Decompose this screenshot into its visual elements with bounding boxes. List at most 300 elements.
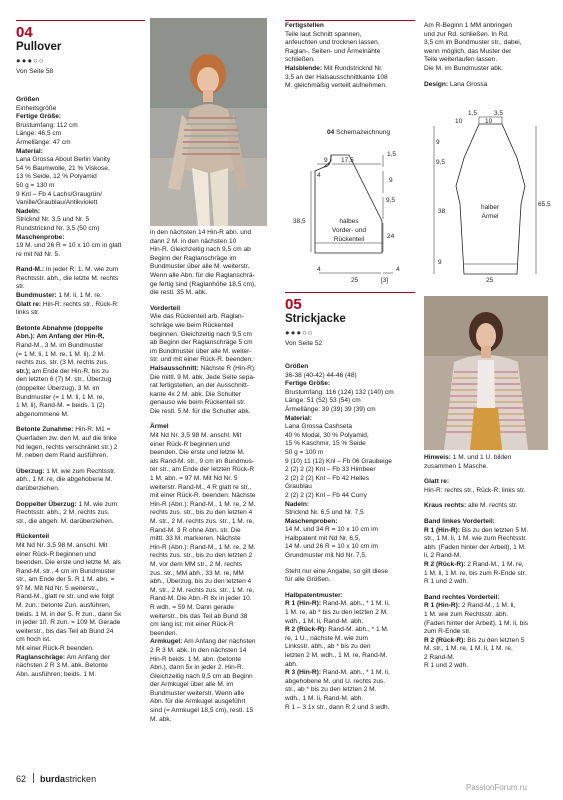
text-line: beenden. Die erste und letzte M.	[150, 449, 245, 457]
text-line: Abn. ausführen; beids. 1 M.	[16, 670, 97, 678]
text-line: 36-38 (40-42) 44-46 (48)	[285, 371, 357, 379]
bold-term: Hinweis:	[424, 454, 451, 461]
bold-term: Abn.): Am Anfang der Hin-R,	[16, 333, 105, 341]
text-line	[150, 423, 270, 432]
term-text: Mit Rundstricknd Nr.	[322, 64, 383, 72]
text-line	[16, 654, 148, 663]
bold-term: R 2 (Rück-R):	[424, 636, 466, 644]
dim-4-left: 4	[317, 266, 321, 273]
bold-term: R 1 (Hin-R):	[285, 600, 322, 608]
text-line	[285, 501, 420, 510]
text-line: schließen.	[285, 56, 315, 64]
text-line	[16, 426, 148, 435]
text-line: Teile laut Schnitt spannen,	[285, 30, 362, 38]
pattern-title-05: Strickjacke	[285, 313, 346, 325]
text-line: sind (= Armkugel 18,5 cm), restl. 15	[150, 707, 254, 715]
text-line	[424, 594, 558, 603]
sleeve-dim-9-5: 9,5	[436, 159, 446, 166]
text-line: Die mittl. 9 M. abk. Jede Seite sepa-	[150, 373, 256, 381]
text-line: 1 M. li), Rand-M. = beids. 1 (2)	[16, 402, 105, 410]
bold-heading: Größen	[16, 96, 40, 103]
text-line: Vanille/Graublau/Antikviolett	[16, 199, 98, 207]
text-line	[424, 561, 558, 570]
text-line	[150, 305, 270, 314]
bold-heading: Vorderteil	[150, 304, 181, 312]
pattern-number: 04	[16, 24, 33, 41]
text-line: Rechtsstr. abh., die letzte M. rechts	[16, 274, 119, 282]
bold-term: Kraus rechts:	[424, 502, 467, 510]
text-line: 9 (10) 11 (12) Knl – Fb 06 Graubeige	[285, 457, 392, 465]
text-line: 2 (2) 2 (2) Knl – Fb 44 Curry	[285, 491, 367, 499]
text-line: abh. (Faden hinter der Arbeit), 1 M.	[424, 543, 526, 551]
text-line: 3,5 cm im Bundmuster str., dabei,	[424, 39, 522, 47]
text-line: cm lang ist; mit einer Rück-R	[150, 621, 234, 629]
text-line: 2 (2) 2 (2) Knl – Fb 42 Helles	[285, 474, 370, 482]
text-line: weiterstr. Rand-M., 4 R glatt re str.,	[150, 483, 252, 491]
text-line	[424, 602, 558, 611]
text-line: R 1 und 2 wdh.	[424, 578, 469, 586]
bold-heading: Band rechtes Vorderteil:	[424, 593, 500, 601]
text-line: beginnen. Gleichzeitig nach 9,5 cm	[150, 330, 252, 338]
bold-term: Überzug:	[16, 467, 45, 475]
bold-heading: Glatt re:	[424, 478, 450, 486]
text-line: Halbpatent mit Nd Nr. 6,5,	[285, 534, 361, 542]
spacer	[16, 259, 148, 266]
text-line: 14 M. und 34 R = 10 x 10 cm im	[285, 526, 378, 534]
text-line: str. und mit einer Rück-R. beenden.	[150, 356, 253, 364]
schema-caption	[327, 129, 390, 138]
text-line: Länge: 51 (52) 53 (54) cm	[285, 397, 361, 405]
sleeve-dim-9: 9	[436, 139, 440, 146]
spacer	[285, 585, 420, 592]
text-line: zum R-Ende str.	[424, 628, 471, 636]
pattern-number-05: 05	[285, 296, 302, 313]
text-line: beenden.	[150, 629, 178, 637]
sleeve-dim-25: 25	[486, 277, 494, 284]
bold-term: Design:	[424, 80, 449, 88]
term-text: Rand-M. abh., * 1 M. li,	[321, 600, 390, 608]
term-text: 2 Rand-M., 1 M. re,	[465, 560, 524, 568]
text-line	[150, 638, 270, 647]
text-line	[285, 518, 420, 527]
spacer	[424, 587, 558, 594]
text-line: Am R-Beginn 1 MM anbringen	[424, 22, 513, 29]
term-text: Hin-R: M1 =	[73, 426, 111, 434]
text-line: Rundstricknd Nr. 3,5 (50 cm)	[16, 224, 100, 232]
text-line: re, 1 U., nächste M. wie zum	[285, 634, 368, 642]
bold-heading: Nadeln:	[285, 500, 310, 508]
text-line: Die restl. 5 M. für die Schulter abk.	[150, 407, 251, 415]
instructions-column-3	[285, 22, 417, 91]
spacer	[16, 419, 148, 426]
term-text: Rand-M. abh., * 1 M. li,	[321, 669, 390, 677]
bold-term: Halsblende:	[285, 64, 323, 72]
bold-term: R 1 (Hin-R):	[424, 526, 461, 534]
text-line: 50 g = 100 m	[285, 448, 324, 456]
text-line: Lana Grossa Cashseta	[285, 423, 352, 431]
text-line: der Armkugel über alle M. im	[150, 681, 234, 689]
instructions-column-4	[424, 22, 554, 89]
text-line: Bundmuster über alle M. weiterstr.	[150, 263, 250, 271]
footer	[16, 773, 96, 784]
page-reference: Von Seite 58	[16, 68, 54, 75]
sleeve-dim-10b: 10	[485, 118, 493, 125]
text-line: (doppelter Überzug), 3 M. im	[16, 385, 100, 392]
text-line: str., ab * bis zu den letzten 2 M.	[285, 686, 377, 694]
piece-label-2: Vorder- und	[332, 227, 366, 234]
text-line: rechts zus. str. (3 M. rechts zus.	[16, 359, 109, 367]
text-line: und zur Rd. schließen. In Rd.	[424, 30, 509, 38]
text-line: 40 % Modal, 30 % Polyamid,	[285, 431, 369, 439]
text-line: mit einer Rück-R. beenden: Nächste	[150, 492, 256, 500]
text-line: Hin-R beids. 1 M. abn. (betonte	[150, 655, 241, 663]
text-line: kante 4x 2 M. abk. Die Schulter	[150, 390, 241, 398]
text-line: Einheitsgröße	[16, 104, 57, 112]
text-line: Rand-M. str., 4 cm im Bundmuster	[16, 567, 116, 575]
text-line: als Rand-M. str., 9 cm im Bundmus-	[150, 457, 255, 465]
text-line	[285, 600, 420, 609]
text-line: abh.	[285, 660, 298, 668]
text-line: Rand-M. 3 R ohne Abn. str. Die	[150, 526, 241, 534]
sleeve-dim-65-5: 65,5	[538, 201, 551, 208]
spacer	[16, 461, 148, 468]
text-line	[16, 266, 148, 275]
text-line: 3,5 an der Halsausschnittkante 108	[285, 73, 388, 81]
text-line: Bundmuster (= 1 M. li, 1 M. re,	[16, 393, 105, 401]
piece-label-3: Rückenteil	[333, 236, 365, 243]
text-line: Beginn der Raglanschräge im	[150, 254, 237, 262]
bold-heading: Band linkes Vorderteil:	[424, 517, 495, 525]
text-line: ter str., am Ende der letzten Rück-R	[150, 466, 255, 474]
text-line: Ärmellänge: 47 cm	[16, 138, 71, 146]
column-3-rule	[285, 20, 415, 21]
bold-term: Raglanschräge:	[16, 653, 66, 661]
section-rule-04	[16, 20, 145, 21]
text-line: 19 M. und 26 R = 10 x 10 cm in glatt	[16, 242, 122, 250]
text-line: M. str., 2 M. rechts zus. str., 1 M. re,	[150, 518, 255, 525]
text-line: den letzten 6 (7) M. str., Überzug	[16, 376, 112, 384]
text-line: Länge: 46,5 cm	[16, 130, 62, 138]
text-line	[285, 669, 420, 678]
text-line: zus. str., MM abh., 33 M. re, MM	[150, 569, 244, 577]
instructions-column-2	[150, 229, 270, 724]
text-line: li, 2 Rand-M.	[424, 552, 462, 560]
text-line: abh., Überzug, bis zu den letzten 4	[150, 578, 252, 586]
bold-heading: Maschenproben:	[285, 517, 338, 525]
text-line: Mit einer Rück-R beenden.	[16, 645, 94, 653]
term-text: Hin-R: rechts str., Rück-R:	[41, 300, 119, 308]
text-line: darüberziehen.	[16, 484, 60, 492]
pattern-header-04	[16, 25, 146, 77]
text-line: rechts zus. str., bis zu den letzten 2	[150, 552, 253, 560]
term-text: Bis zu den letzten 5	[465, 636, 525, 644]
sleeve-dim-3-5: 3,5	[494, 110, 504, 117]
text-line: nächsten 2 R 3 M. abk. Betonte	[16, 662, 108, 670]
term-text: 1 M. und 1 U. bilden	[450, 454, 512, 461]
bold-term: Bundmuster:	[16, 292, 57, 300]
text-line: 1 M. li, 1 M. re, bis zum R-Ende str.	[424, 569, 527, 577]
text-line: 13 % Seide, 12 % Polyamid	[16, 173, 97, 181]
text-line: M. str., 2 M. rechts zus. str., 1 M. re,	[150, 586, 255, 594]
text-line: str., 1 M. li, 1 M. wie zum Rechtsstr.	[424, 535, 527, 543]
dim-38-5: 38,5	[293, 218, 306, 225]
text-line: Brustumfang: 112 cm	[16, 121, 78, 129]
text-line: Rand-M., 3 M. im Bundmuster	[16, 342, 104, 350]
text-line: wdh., 1 M. li, Rand-M. abh.	[285, 617, 364, 625]
text-line: weiterstr., bis das Teil ab Bund 24	[16, 627, 114, 635]
text-line: einer Rück-R beginnen und	[16, 550, 96, 558]
text-line: (Faden hinter der Arbeit), 1 M. li, bis	[424, 619, 529, 627]
bold-term: str.);	[16, 367, 31, 375]
text-line	[285, 626, 420, 635]
term-text: Am Anfang der nächsten	[182, 638, 256, 646]
text-line: abh., 1 M. re, die abgehobene M.	[16, 476, 113, 484]
spacer	[285, 561, 420, 568]
text-line: anfeuchten und trocknen lassen.	[285, 39, 380, 47]
spacer	[150, 298, 270, 305]
text-line	[16, 208, 148, 217]
bold-term: Glatt re:	[16, 300, 42, 308]
text-line	[150, 365, 270, 374]
term-text: 1 M. li, 1 M. re.	[56, 292, 102, 300]
spacer	[16, 494, 148, 501]
difficulty-rating: ●●●○○	[16, 56, 45, 65]
bold-heading: Rückenteil	[16, 533, 50, 541]
term-text: Nächste R (Hin-R):	[198, 364, 256, 372]
text-line: Steht nur eine Angabe, so gilt diese	[285, 567, 389, 575]
text-line: Stricknd Nr. 3,5 und Nr. 5	[16, 216, 90, 224]
text-line: Graublau	[285, 483, 312, 491]
term-text: 2 Rand-M., 1 M. li,	[460, 602, 516, 610]
text-line: in den nächsten 14 Hin-R abn. und	[150, 229, 252, 236]
bold-term: Betonte Zunahme:	[16, 426, 74, 434]
text-line	[285, 363, 420, 372]
text-line: Mit Nd Nr. 3,5 98 M. anschl. Mit	[16, 541, 108, 549]
text-line: rechts zus. str., bis zu den letzten 4	[150, 509, 253, 517]
text-line: Rechtsstr. abh., 2 M. rechts zus.	[16, 509, 110, 517]
bold-term: Halsausschnitt:	[150, 364, 199, 372]
text-line: dann 2 M. in den nächsten 10	[150, 237, 237, 245]
text-line: beids. 1 M. in der 5. R zun., dann 5x	[16, 610, 122, 618]
term-text: In jeder R: 1. M. wie zum	[44, 266, 119, 274]
schema-caption-number: 04	[327, 129, 335, 136]
sleeve-dim-9b: 9	[438, 259, 442, 266]
text-line: ab Beginn der Raglanschräge 5 cm	[150, 339, 253, 347]
bold-term: R 2 (Rück-R):	[424, 560, 466, 568]
spacer	[424, 511, 558, 518]
text-line: Mit Nd Nr. 3,5 98 M. anschl. Mit	[150, 432, 242, 440]
watermark: PassionForum.ru	[466, 783, 527, 792]
text-line: M. zun.: betonte Zun. ausführen,	[16, 602, 111, 610]
text-line: Bundmuster weiterstr. Wenn alle	[150, 689, 245, 697]
dim-1-5: 1,5	[387, 151, 397, 158]
brand-logo: burdastricken	[40, 774, 97, 784]
text-line: die restl. 35 M. abk.	[150, 289, 208, 297]
spacer	[424, 471, 558, 478]
text-line: ge fertig sind (Raglanhöhe 18,5 cm),	[150, 280, 256, 288]
text-line	[285, 65, 417, 74]
text-line: Wie das Rückenteil arb. Raglan-	[150, 313, 244, 321]
text-line: Hin-R (Abn.): Rand-M., 1 M. re, 2 M.	[150, 543, 256, 551]
text-line: mittl. 33 M. markieren. Nächste	[150, 535, 241, 543]
dim-9-5: 9,5	[386, 197, 396, 204]
bold-term: Rand-M.:	[16, 266, 45, 274]
text-line	[16, 292, 148, 301]
text-line	[424, 527, 558, 536]
bold-heading: Fertigstellen	[285, 22, 324, 29]
text-line	[285, 22, 417, 31]
text-line: weiterstr., bis das Teil ab Bund 38	[150, 612, 248, 620]
text-line: str., am Ende der 5. R 1 M. abn. =	[16, 576, 115, 584]
text-line: Wenn alle Abn. für die Raglanschrä-	[150, 271, 255, 279]
section-rule-05	[285, 292, 415, 293]
dim-4-right: 4	[396, 266, 400, 273]
text-line: 1 M. wie zum Rechtsstr. abh.	[424, 610, 509, 618]
sleeve-dim-1-5: 1,5	[468, 110, 478, 117]
text-line	[16, 301, 148, 310]
text-line: Querfaden zw. den M. auf die linke	[16, 434, 117, 442]
text-line: Rand-M. Die Abn.-R 8x in jeder 10.	[150, 595, 252, 603]
text-line	[424, 454, 558, 463]
text-line	[285, 415, 420, 424]
instructions-column-5	[285, 363, 420, 712]
text-line	[16, 113, 148, 122]
dim-24: 24	[387, 233, 395, 240]
text-line: für alle Größen.	[285, 576, 331, 584]
instructions-column-6	[424, 454, 558, 671]
text-line: M. str., 1 M. re, 1 M. li, 1 M. re,	[424, 645, 513, 653]
text-line: 9 Knl – Fb 4 Lachs/Graugrün/	[16, 190, 102, 198]
text-line: M. abk.	[150, 715, 172, 723]
text-line: Linksstr. abh., ab * bis zu den	[285, 643, 371, 651]
schema-body-diagram	[283, 145, 418, 285]
bold-heading: Fertige Größe:	[16, 113, 62, 121]
bold-term: Armkugel:	[150, 638, 183, 646]
text-line	[16, 96, 148, 105]
instructions-column-1	[16, 96, 148, 679]
term-text: alle M. rechts str.	[466, 502, 518, 510]
text-line: 2 R 3 M. abk. In den nächsten 14	[150, 646, 247, 654]
bold-heading: Halbpatentmuster:	[285, 591, 343, 599]
dim-4-top: 4	[317, 172, 321, 179]
text-line	[285, 592, 420, 601]
bold-heading: Ärmel	[150, 423, 169, 431]
text-line: 1 M. re, ab * bis zu den letzten 2 M.	[285, 609, 388, 617]
term-text: Rand-M. abh., * 1 M.	[326, 626, 389, 634]
difficulty-rating-05: ●●●○○	[285, 328, 314, 337]
text-line: 50 g = 130 m	[16, 181, 55, 189]
text-line	[424, 478, 558, 487]
pullover-photo	[150, 18, 267, 226]
text-line: Abn.), dann 5x in jeder 2. Hin-R.	[150, 664, 244, 672]
bold-heading: Maschenprobe:	[16, 233, 65, 241]
text-line: str., die abgeh. M. darüberziehen.	[16, 517, 114, 525]
sleeve-label-2: Ärmel	[481, 213, 499, 220]
text-line: M. gleichmäßig verteilt aufnehmen.	[285, 82, 387, 90]
term-text: 1 M. wie zum	[76, 500, 118, 508]
bold-heading: Nadeln:	[16, 207, 41, 215]
spacer	[16, 526, 148, 533]
text-line: R 1 und 2 wdh.	[424, 662, 469, 670]
text-line: 1 M. abn. = 97 M. Mit Nd Nr. 5	[150, 475, 238, 483]
spacer	[424, 495, 558, 502]
bold-heading: Material:	[16, 147, 43, 155]
text-line: Rand-M., glatt re str. und wie folgt	[16, 593, 114, 601]
bold-term: R 3 (Hin-R):	[285, 669, 322, 677]
text-line	[16, 533, 148, 542]
text-line: wdh., 1 M. li, Rand-M. abh.	[285, 694, 364, 702]
dim-mark: [3]	[381, 277, 389, 284]
bold-heading: Material:	[285, 414, 312, 422]
text-line: 15 % Kaschmir, 15 % Seide	[285, 440, 366, 448]
term-text: 1 M. wie zum Rechtsstr.	[44, 467, 116, 475]
text-line: links str.	[16, 309, 40, 317]
text-line: cm hoch ist.	[16, 636, 51, 644]
text-line: Teile weiterlaufen lassen.	[424, 56, 498, 64]
text-line	[16, 234, 148, 243]
piece-label-1: halbes	[339, 218, 359, 225]
text-line: M. neben dem Rand ausführen.	[16, 452, 109, 460]
text-line: schräge wie beim Rückenteil	[150, 321, 234, 329]
text-line	[424, 637, 558, 646]
text-line: 2 (2) 2 (2) Knl – Fb 33 Himbeer	[285, 466, 376, 474]
text-line: in jeder 10. R zun. = 109 M. Gerade	[16, 619, 121, 627]
text-line: R 1 – 3 1x str., dann R 2 und 3 wdh.	[285, 703, 390, 711]
text-line: 97 M. Mit Nd Nr. 5 weiterstr.,	[16, 584, 99, 592]
schema-caption-text: Schemazeichnung	[336, 129, 390, 136]
text-line: genauso wie beim Rückenteil str.	[150, 399, 246, 407]
text-line: Raglan-, Seiten- und Ärmelnähte	[285, 47, 381, 55]
text-line	[16, 468, 148, 477]
bold-term: Doppelter Überzug:	[16, 500, 77, 508]
text-line: R wdh. = 59 M. Dann gerade	[150, 603, 234, 611]
text-line: beenden. Die erste und letzte M. als	[16, 559, 121, 567]
page-number: 62	[16, 774, 27, 784]
sleeve-dim-38: 38	[438, 208, 446, 215]
text-line: rat fertigstellen, an der Ausschnitt-	[150, 382, 249, 390]
text-line: Hin-R: rechts str., Rück-R: links str.	[424, 486, 526, 494]
text-line	[424, 502, 558, 511]
dim-9-right: 9	[389, 177, 393, 184]
text-line: im Bundmuster über alle M. weiter-	[150, 347, 252, 355]
text-line	[16, 333, 148, 342]
text-line: wenn möglich, das Muster der	[424, 47, 512, 55]
spacer	[424, 74, 554, 81]
text-line: Lana Grossa About Berlin Vanity	[16, 156, 111, 164]
term-text: Am Anfang der	[65, 653, 110, 661]
text-line: Grundmuster mit Nd Nr. 7,5.	[285, 552, 367, 560]
pattern-title: Pullover	[16, 41, 62, 53]
text-line: abgenommene M.	[16, 410, 69, 418]
bold-term: R 1 (Hin-R):	[424, 602, 461, 610]
pattern-header-05	[285, 297, 415, 349]
text-line: Brustumfang: 116 (124) 132 (140) cm	[285, 388, 394, 396]
sleeve-dim-10a: 10	[455, 118, 463, 125]
bold-heading: Betonte Abnahme (doppelte	[16, 324, 104, 332]
text-line	[424, 81, 554, 90]
text-line: Abn. für die Armkugel ausgeführt	[150, 698, 246, 706]
text-line: abgehobene M. und U. rechts zus.	[285, 677, 386, 685]
text-line: zusammen 1 Masche.	[424, 462, 489, 470]
text-line	[424, 518, 558, 527]
strickjacke-photo	[424, 296, 548, 450]
bold-term: R 2 (Rück-R):	[285, 626, 327, 634]
text-line	[16, 325, 148, 334]
text-line: Ärmellänge: 39 (39) 39 (39) cm	[285, 405, 376, 413]
term-text: am Ende der Hin-R, bis zu	[30, 367, 109, 375]
text-line	[16, 148, 148, 157]
text-line	[285, 380, 420, 389]
